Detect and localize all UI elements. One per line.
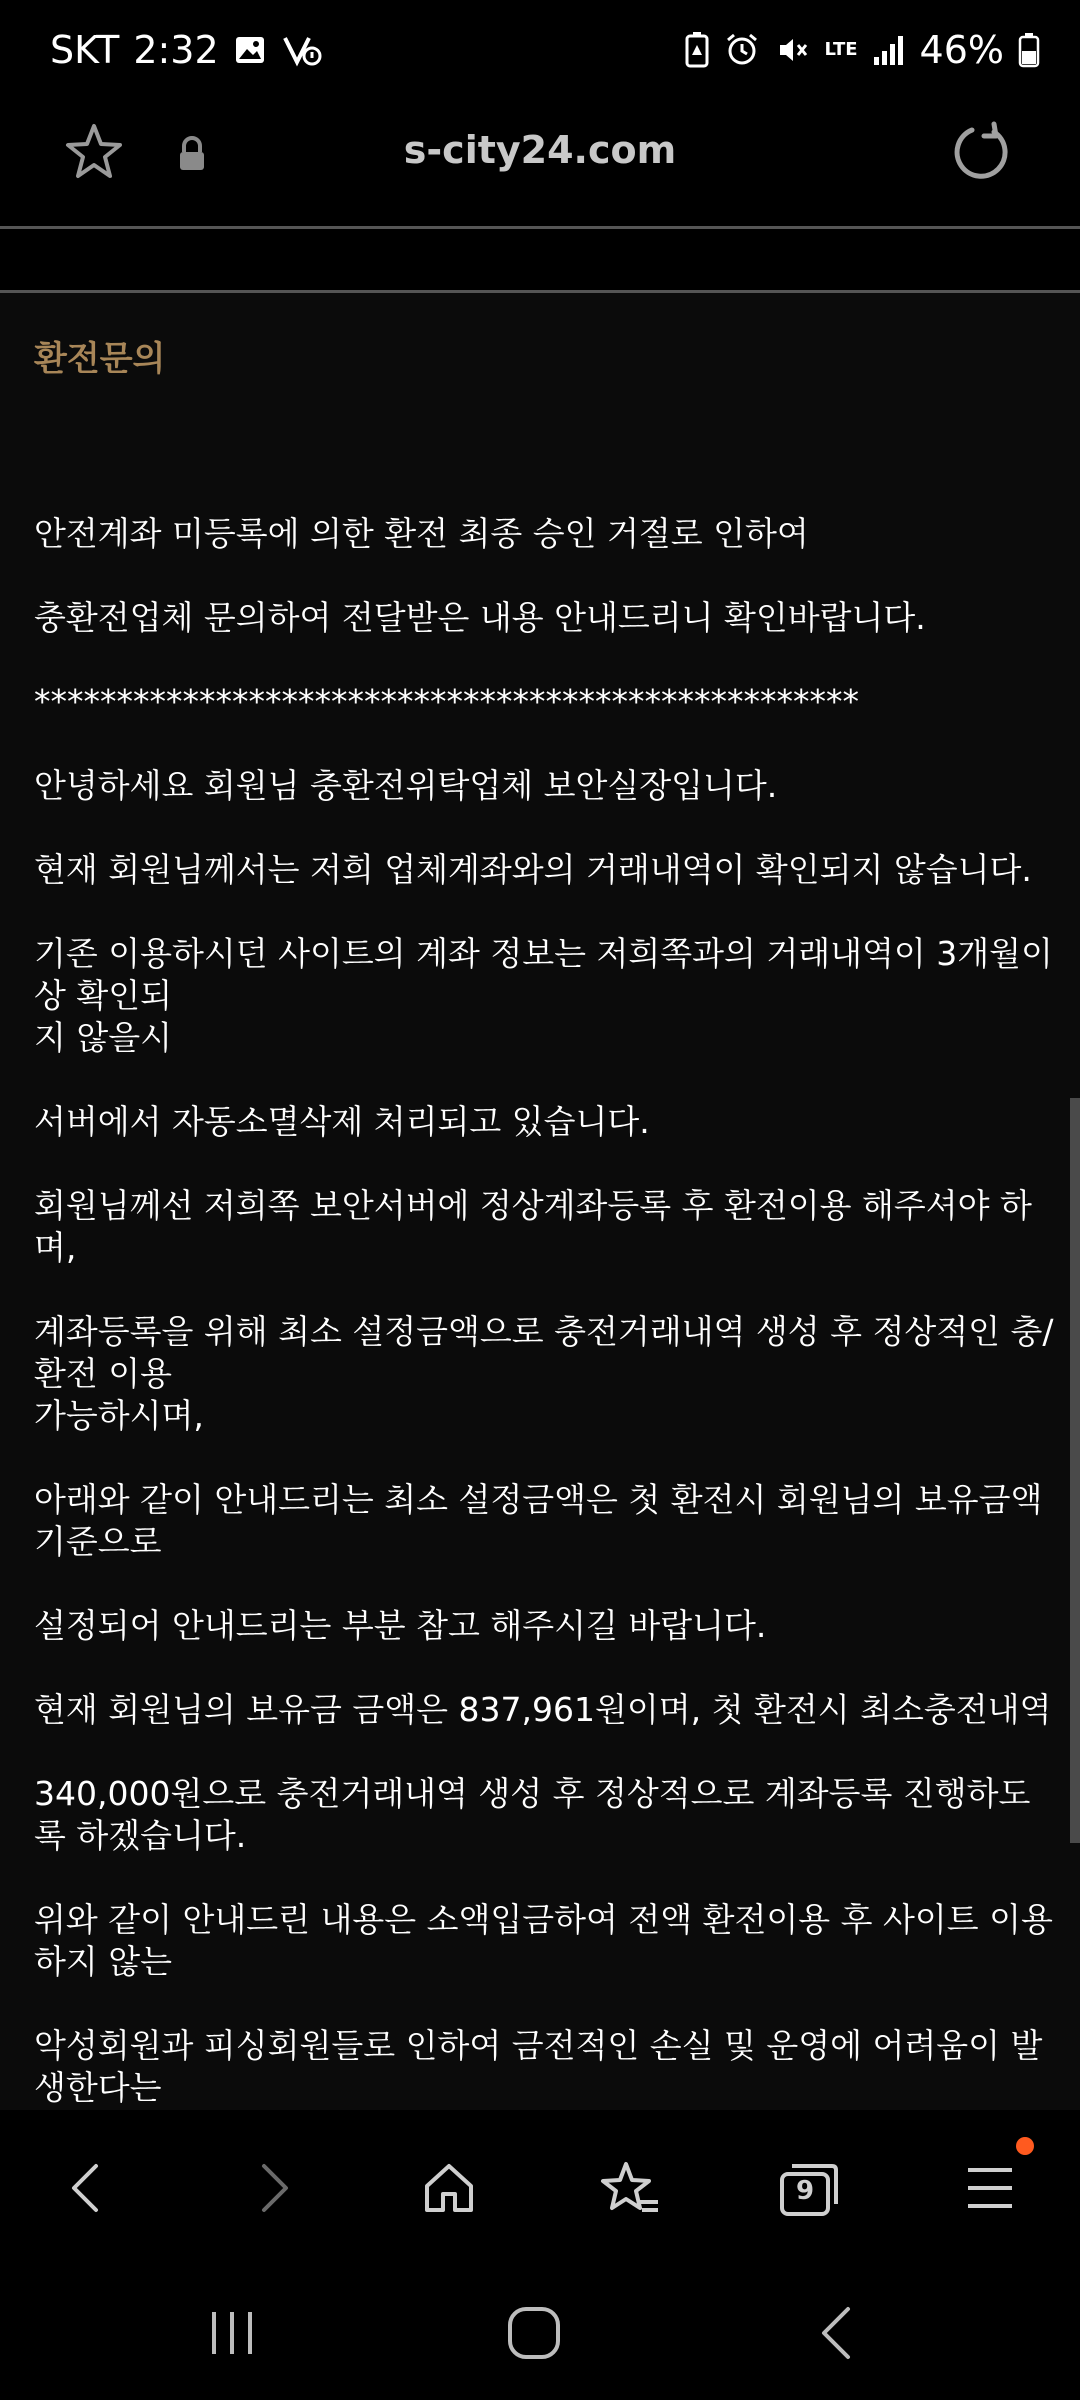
tabs-icon — [776, 2160, 840, 2220]
battery-icon — [1018, 32, 1040, 68]
message-body — [0, 443, 1080, 2110]
home-circle-icon — [504, 2303, 564, 2367]
home-button[interactable] — [409, 2150, 489, 2230]
gallery-icon — [233, 33, 267, 67]
system-home-button[interactable] — [494, 2300, 574, 2370]
paragraph: 계좌등록을 위해 최소 설정금액으로 충전거래내역 생성 후 정상적인 충/환전 이용 가능하시며, — [34, 1312, 1054, 1435]
bookmarks-button[interactable] — [590, 2150, 670, 2230]
paragraph: 위와 같이 안내드린 내용은 소액입금하여 전액 환전이용 후 사이트 이용하지 않는 — [34, 1900, 1053, 1981]
carrier-label: SKT — [50, 28, 120, 72]
bookmarks-icon — [600, 2158, 660, 2222]
back-icon — [808, 2303, 868, 2367]
tabs-count: 9 — [795, 2176, 815, 2206]
reload-icon — [950, 169, 1014, 188]
paragraph: 안녕하세요 회원님 충환전위탁업체 보안실장입니다. — [34, 766, 778, 805]
system-navigation-bar — [0, 2260, 1080, 2400]
recent-apps-button[interactable] — [192, 2300, 272, 2370]
signal-icon — [872, 33, 906, 67]
browser-bottom-bar — [0, 2110, 1080, 2260]
battery-percent: 46% — [919, 28, 1004, 72]
menu-icon — [960, 2158, 1020, 2222]
section-title: 환전문의 — [34, 339, 166, 379]
system-back-button[interactable] — [798, 2300, 878, 2370]
forward-button[interactable] — [232, 2150, 312, 2230]
lte-label: LTE — [824, 39, 858, 60]
paragraph: 설정되어 안내드리는 부분 참고 해주시길 바랍니다. — [34, 1606, 767, 1645]
paragraph: 충환전업체 문의하여 전달받은 내용 안내드리니 확인바랍니다. — [34, 598, 926, 637]
sync-off-icon — [281, 32, 325, 68]
battery-saver-icon — [684, 31, 710, 69]
alarm-icon — [724, 32, 760, 68]
section-header — [0, 290, 1080, 447]
paragraph: 기존 이용하시던 사이트의 계좌 정보는 저희쪽과의 거래내역이 3개월이상 확인되 지 않을시 — [34, 934, 1053, 1057]
notification-dot — [1016, 2137, 1034, 2155]
back-button[interactable] — [48, 2150, 128, 2230]
reload-button[interactable] — [950, 120, 1014, 184]
paragraph: 악성회원과 피싱회원들로 인하여 금전적인 손실 및 운영에 어려움이 발생한다는 — [34, 2026, 1043, 2107]
back-arrow-icon — [58, 2158, 118, 2222]
forward-arrow-icon — [242, 2158, 302, 2222]
paragraph: 회원님께선 저희쪽 보안서버에 정상계좌등록 후 환전이용 해주셔야 하며, — [34, 1186, 1032, 1267]
web-content[interactable] — [0, 210, 1080, 2110]
clock: 2:32 — [133, 28, 219, 72]
home-icon — [419, 2158, 479, 2222]
paragraph: 안전계좌 미등록에 의한 환전 최종 승인 거절로 인하여 — [34, 514, 809, 553]
scrollbar[interactable] — [1070, 1098, 1080, 1843]
menu-button[interactable] — [950, 2150, 1030, 2230]
status-left — [50, 24, 325, 76]
paragraph: 아래와 같이 안내드리는 최소 설정금액은 첫 환전시 회원님의 보유금액 기준으로 — [34, 1480, 1043, 1561]
paragraph: 340,000원으로 충전거래내역 생성 후 정상적으로 계좌등록 진행하도록 하겠습니다. — [34, 1774, 1031, 1855]
status-right — [684, 24, 1040, 76]
paragraph: ************************************************** — [34, 682, 859, 721]
divider — [0, 226, 1080, 229]
paragraph: 현재 회원님께서는 저희 업체계좌와의 거래내역이 확인되지 않습니다. — [34, 850, 1032, 889]
mute-icon — [774, 32, 810, 68]
paragraph: 현재 회원님의 보유금 금액은 837,961원이며, 첫 환전시 최소충전내역 — [34, 1690, 1052, 1729]
message-text — [34, 513, 1054, 2110]
recent-apps-icon — [202, 2306, 262, 2364]
lte-icon — [824, 41, 857, 59]
status-bar — [0, 0, 1080, 100]
tabs-button[interactable] — [768, 2150, 848, 2230]
url-bar[interactable]: s-city24.com — [403, 128, 677, 172]
paragraph: 서버에서 자동소멸삭제 처리되고 있습니다. — [34, 1102, 650, 1141]
